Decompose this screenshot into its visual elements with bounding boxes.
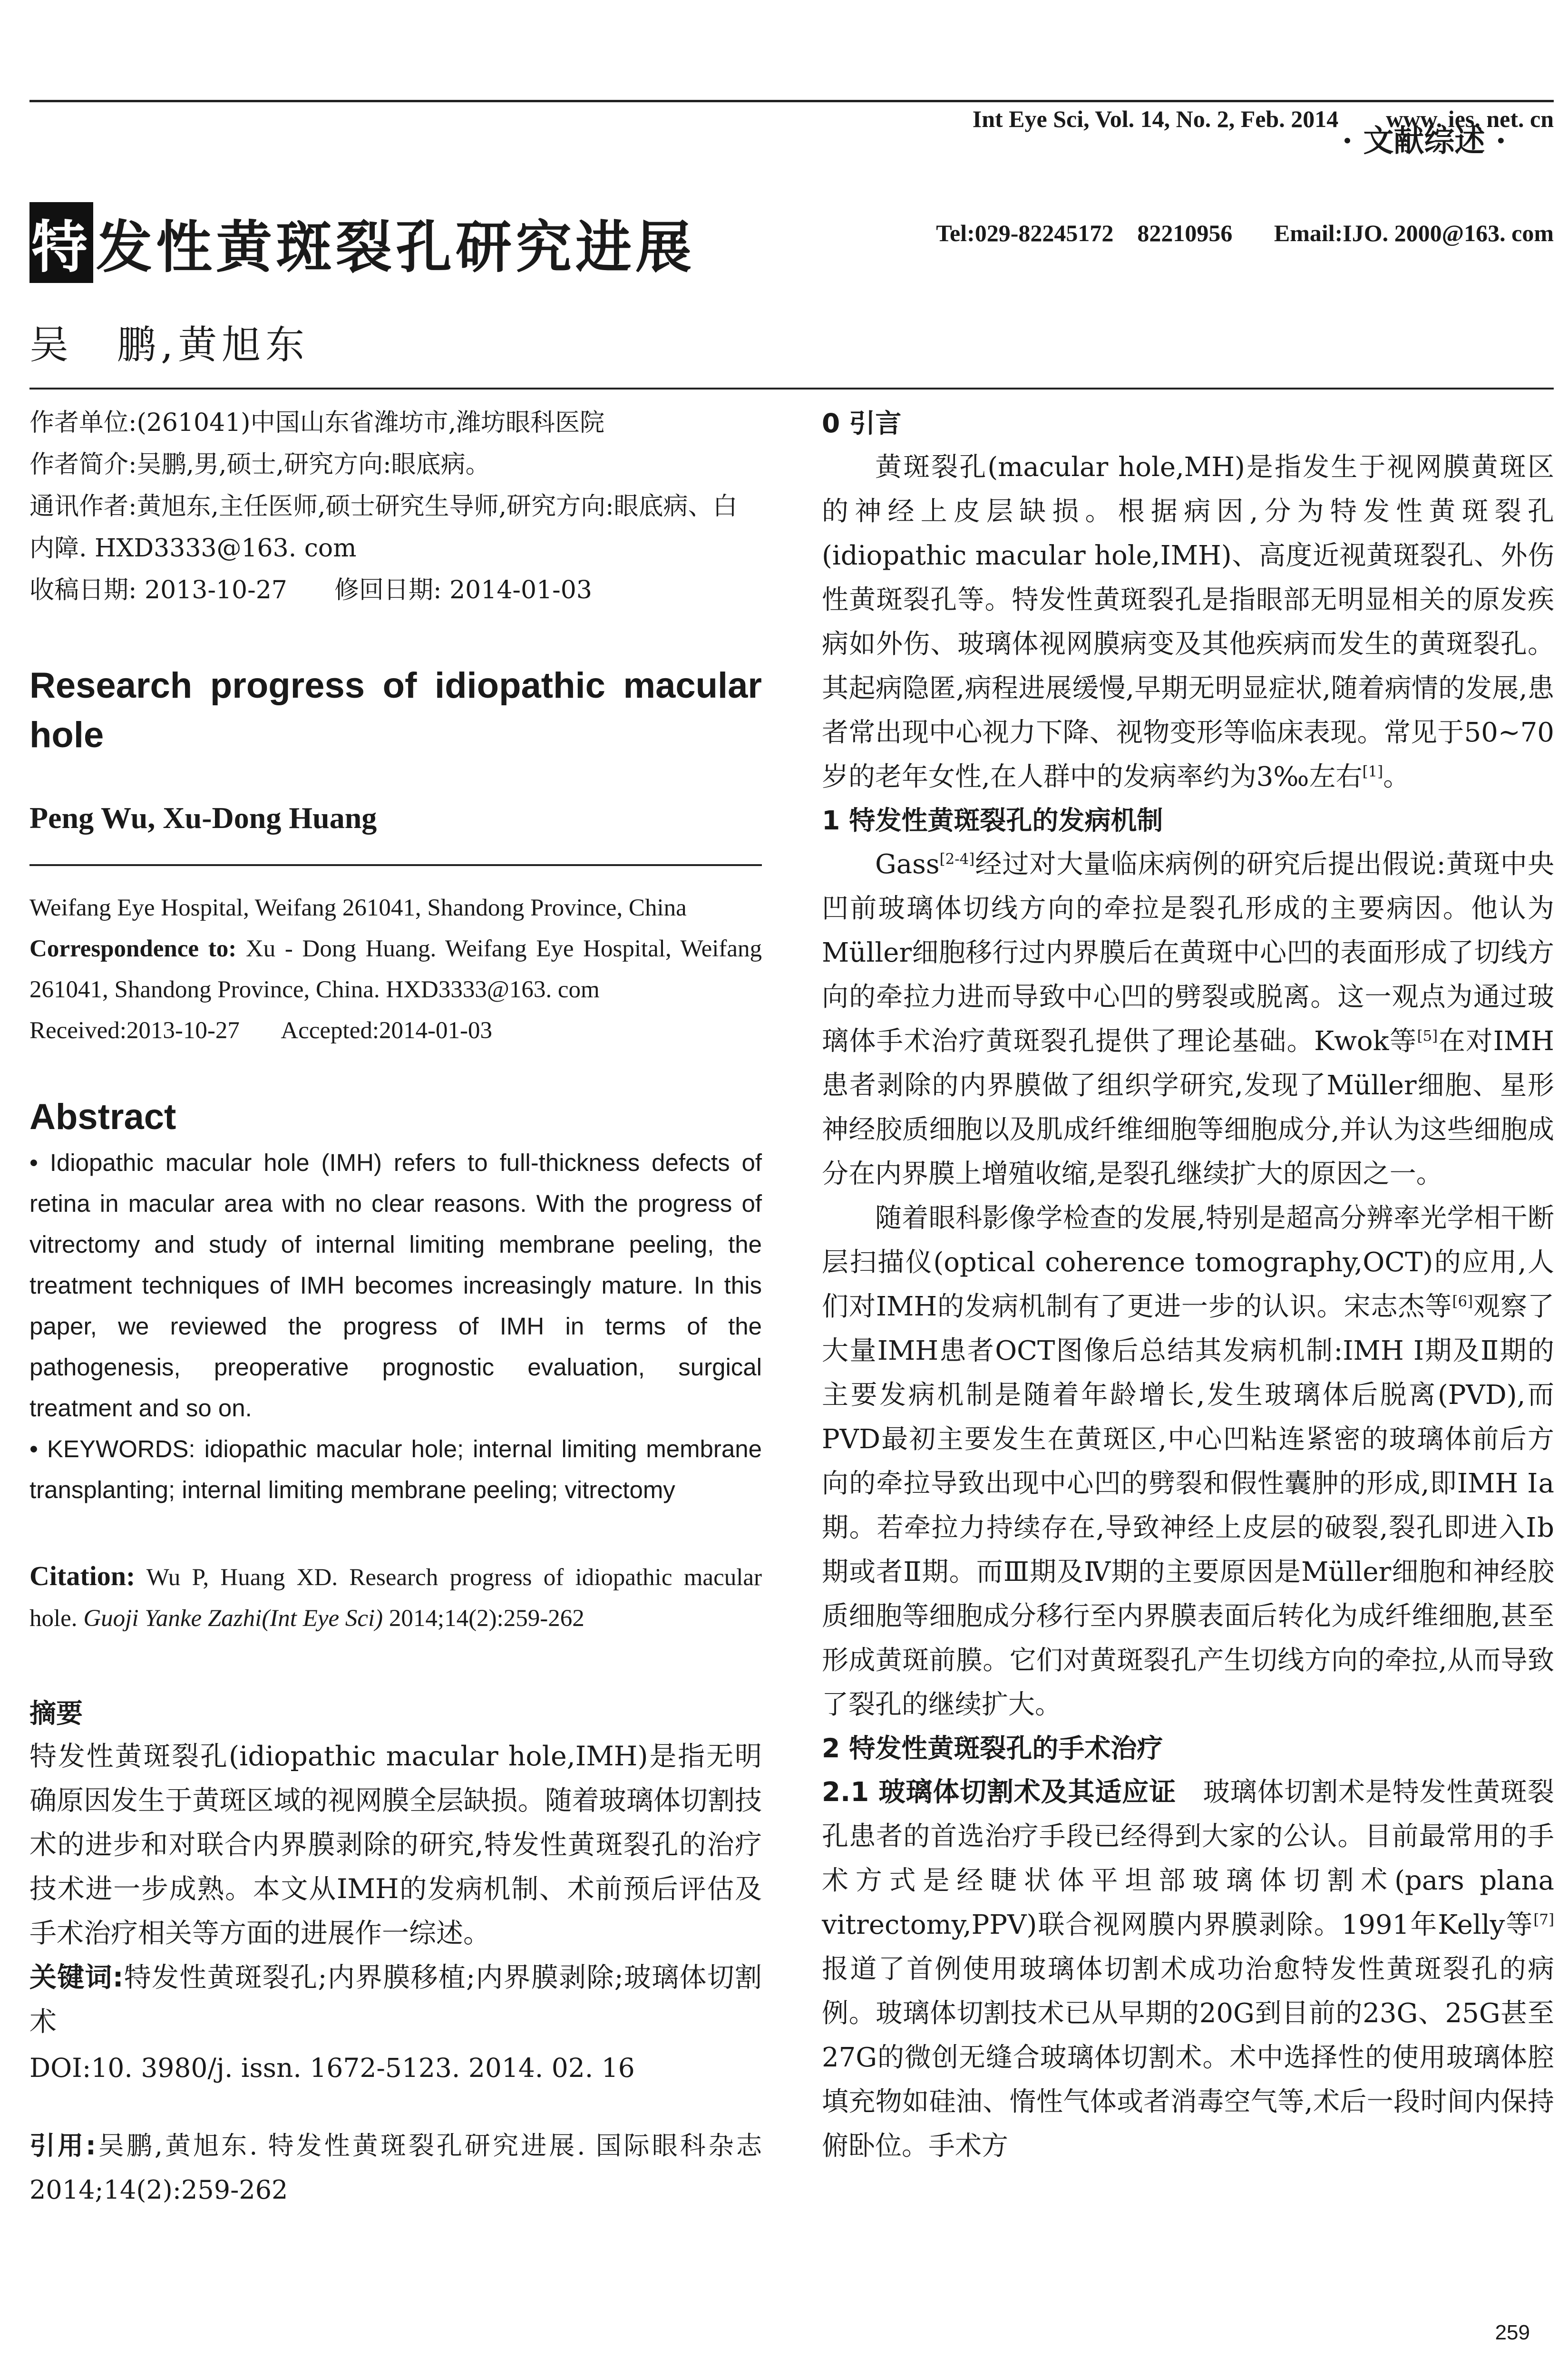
cn-abstract-heading: 摘要 xyxy=(29,1698,83,1729)
english-affiliation-block xyxy=(29,887,762,1051)
english-affiliation: Weifang Eye Hospital, Weifang 261041, Shandong Province, China xyxy=(29,895,687,921)
heading-vitrectomy: 2.1 玻璃体切割术及其适应证 xyxy=(822,1777,1176,1808)
ref-7: [7] xyxy=(1533,1911,1554,1929)
info-correspondence: 通讯作者:黄旭东,主任医师,硕士研究生导师,研究方向:眼底病、白内障. HXD3333@163. com xyxy=(29,492,738,563)
ref-1: [1] xyxy=(1362,763,1383,780)
info-profile: 作者简介:吴鹏,男,硕士,研究方向:眼底病。 xyxy=(29,450,490,479)
para-pathogenesis-2 xyxy=(822,1196,1554,1727)
info-dates: 收稿日期: 2013-10-27 修回日期: 2014-01-03 xyxy=(29,576,592,604)
p3-b: 报道了首例使用玻璃体切割术成功治愈特发性黄斑裂孔的病例。玻璃体切割技术已从早期的20G到目前的23G、25G甚至27G的微创无缝合玻璃体切割术。术中选择性的使用玻璃体腔填充物如硅油、惰性气体或者消毒空气等,术后一段时间内保持俯卧位。手术方 xyxy=(822,1954,1554,2162)
page-number: 259 xyxy=(1495,2321,1530,2344)
keywords-text: • KEYWORDS: idiopathic macular hole; internal limiting membrane transplanting; internal limiting membrane peeling; vitrectomy xyxy=(29,1435,762,1503)
running-header xyxy=(936,24,1554,328)
received-line: Received:2013-10-27 Accepted:2014-01-03 xyxy=(29,1017,492,1044)
correspondence-text: Xu - Dong Huang. Weifang Eye Hospital, Weifang 261041, Shandong Province, China. HXD3333@163. com xyxy=(29,935,762,1003)
abstract-text: • Idiopathic macular hole (IMH) refers to full-thickness defects of retina in macular area with no clear reasons. With the progress of vitrectomy and study of internal limiting membrane peeling, the treatment techniques of IMH becomes increasingly mature. In this paper, we reviewed the progress of IMH in terms of the pathogenesis, preoperative prognostic evaluation, surgical treatment and so on. xyxy=(29,1149,762,1422)
author-info xyxy=(29,402,762,611)
para-introduction xyxy=(822,445,1554,799)
para-introduction-text: 黄斑裂孔(macular hole,MH)是指发生于视网膜黄斑区的神经上皮层缺损。根据病因,分为特发性黄斑裂孔(idiopathic macular hole,IMH)、高度近视黄斑裂孔、外伤性黄斑裂孔等。特发性黄斑裂孔是指眼部无明显相关的原发疾病如外伤、玻璃体视网膜病变及其他疾病而发生的黄斑裂孔。其起病隐匿,病程进展缓慢,早期无明显症状,随着病情的发展,患者常出现中心视力下降、视物变形等临床表现。常见于50~70岁的老年女性,在人群中的发病率约为3‰左右 xyxy=(822,452,1554,792)
ref-6: [6] xyxy=(1452,1293,1473,1310)
p1-c: 在对IMH患者剥除的内界膜做了组织学研究,发现了Müller细胞、星形神经胶质细胞以及肌成纤维细胞等细胞成分,并认为这些细胞成分在内界膜上增殖收缩,是裂孔继续扩大的原因之一。 xyxy=(822,1026,1555,1189)
right-column xyxy=(822,402,1554,2168)
english-authors: Peng Wu, Xu-Dong Huang xyxy=(29,801,377,835)
cn-citation-label: 引用: xyxy=(29,2131,96,2161)
contact-line: Tel:029-82245172 82210956 Email:IJO. 2000@163. com xyxy=(936,220,1554,246)
heading-surgery: 2 特发性黄斑裂孔的手术治疗 xyxy=(822,1733,1163,1763)
para-pathogenesis-1 xyxy=(822,842,1554,1196)
p2-b: 观察了大量IMH患者OCT图像后总结其发病机制:IMH Ⅰ期及Ⅱ期的主要发病机制是随着年龄增长,发生玻璃体后脱离(PVD),而PVD最初主要发生在黄斑区,中心凹粘连紧密的玻璃体前后方向的牵拉导致出现中心凹的劈裂和假性囊肿的形成,即IMH Ⅰa期。若牵拉力持续存在,导致神经上皮层的破裂,裂孔即进入Ⅰb期或者Ⅱ期。而Ⅲ期及Ⅳ期的主要原因是Müller细胞和神经胶质细胞等细胞成分移行至内界膜表面后转化为成纤维细胞,甚至形成黄斑前膜。它们对黄斑裂孔产生切线方向的牵拉,从而导致了裂孔的继续扩大。 xyxy=(822,1291,1555,1720)
correspondence-label: Correspondence to: xyxy=(29,935,237,962)
para-introduction-end: 。 xyxy=(1383,761,1410,792)
citation-text: Wu P, Huang XD. Research progress of idiopathic macular hole. xyxy=(29,1564,762,1632)
journal-line: Int Eye Sci, Vol. 14, No. 2, Feb. 2014 www. ies. net. cn xyxy=(972,106,1554,132)
p3-a: 玻璃体切割术是特发性黄斑裂孔患者的首选治疗手段已经得到大家的公认。目前最常用的手术方式是经睫状体平坦部玻璃体切割术(pars plana vitrectomy,PPV)联合视网膜内界膜剥除。1991年Kelly等 xyxy=(822,1777,1554,1940)
citation xyxy=(29,1556,762,1639)
p1-b: 经过对大量临床病例的研究后提出假说:黄斑中央凹前玻璃体切线方向的牵拉是裂孔形成的主要病因。他认为Müller细胞移行过内界膜后在黄斑中心凹的表面形成了切线方向的牵拉力进而导致中心凹的劈裂或脱离。这一观点为通过玻璃体手术治疗黄斑裂孔提供了理论基础。Kwok等 xyxy=(822,849,1554,1057)
article-title xyxy=(29,202,695,283)
cn-keywords-label: 关键词: xyxy=(29,1962,124,1993)
english-title: Research progress of idiopathic macular hole xyxy=(29,665,762,755)
cn-keywords-text: 特发性黄斑裂孔;内界膜移植;内界膜剥除;玻璃体切割术 xyxy=(29,1962,762,2037)
para-vitrectomy xyxy=(822,1770,1554,2168)
title-first-char: 特 xyxy=(29,202,93,283)
english-rule xyxy=(29,864,762,866)
heading-pathogenesis: 1 特发性黄斑裂孔的发病机制 xyxy=(822,805,1163,836)
cn-citation-text: 吴鹏,黄旭东. 特发性黄斑裂孔研究进展. 国际眼科杂志 2014;14(2):259-262 xyxy=(29,2131,762,2205)
section-tag: · 文献综述 · xyxy=(1342,123,1506,159)
heading-introduction: 0 引言 xyxy=(822,408,902,438)
p2-a: 随着眼科影像学检查的发展,特别是超高分辨率光学相干断层扫描仪(optical coherence tomography,OCT)的应用,人们对IMH的发病机制有了更进一步的认识。宋志杰等 xyxy=(822,1203,1554,1322)
cn-citation xyxy=(29,2124,762,2212)
ref-5: [5] xyxy=(1417,1027,1438,1045)
citation-tail: 2014;14(2):259-262 xyxy=(383,1605,584,1632)
citation-label: Citation: xyxy=(29,1560,136,1591)
p1-a: Gass xyxy=(875,849,940,880)
correspondence xyxy=(29,928,762,1010)
abstract-heading: Abstract xyxy=(29,1097,176,1137)
title-rule xyxy=(29,388,1554,390)
left-column xyxy=(29,402,762,2212)
header-rule xyxy=(29,100,1554,102)
authors-cn: 吴 鹏,黄旭东 xyxy=(29,322,310,368)
cn-abstract: 特发性黄斑裂孔(idiopathic macular hole,IMH)是指无明确原因发生于黄斑区域的视网膜全层缺损。随着玻璃体切割技术的进步和对联合内界膜剥除的研究,特发性黄斑裂孔的治疗技术进一步成熟。本文从IMH的发病机制、术前预后评估及手术治疗相关等方面的进展作一综述。 xyxy=(29,1741,762,1949)
info-affiliation: 作者单位:(261041)中国山东省潍坊市,潍坊眼科医院 xyxy=(29,409,605,437)
cn-keywords xyxy=(29,1956,762,2044)
ref-2-4: [2-4] xyxy=(939,850,975,868)
citation-journal: Guoji Yanke Zazhi(Int Eye Sci) xyxy=(83,1605,383,1632)
title-rest: 发性黄斑裂孔研究进展 xyxy=(96,214,696,280)
doi: DOI:10. 3980/j. issn. 1672-5123. 2014. 02. 16 xyxy=(29,2053,635,2083)
